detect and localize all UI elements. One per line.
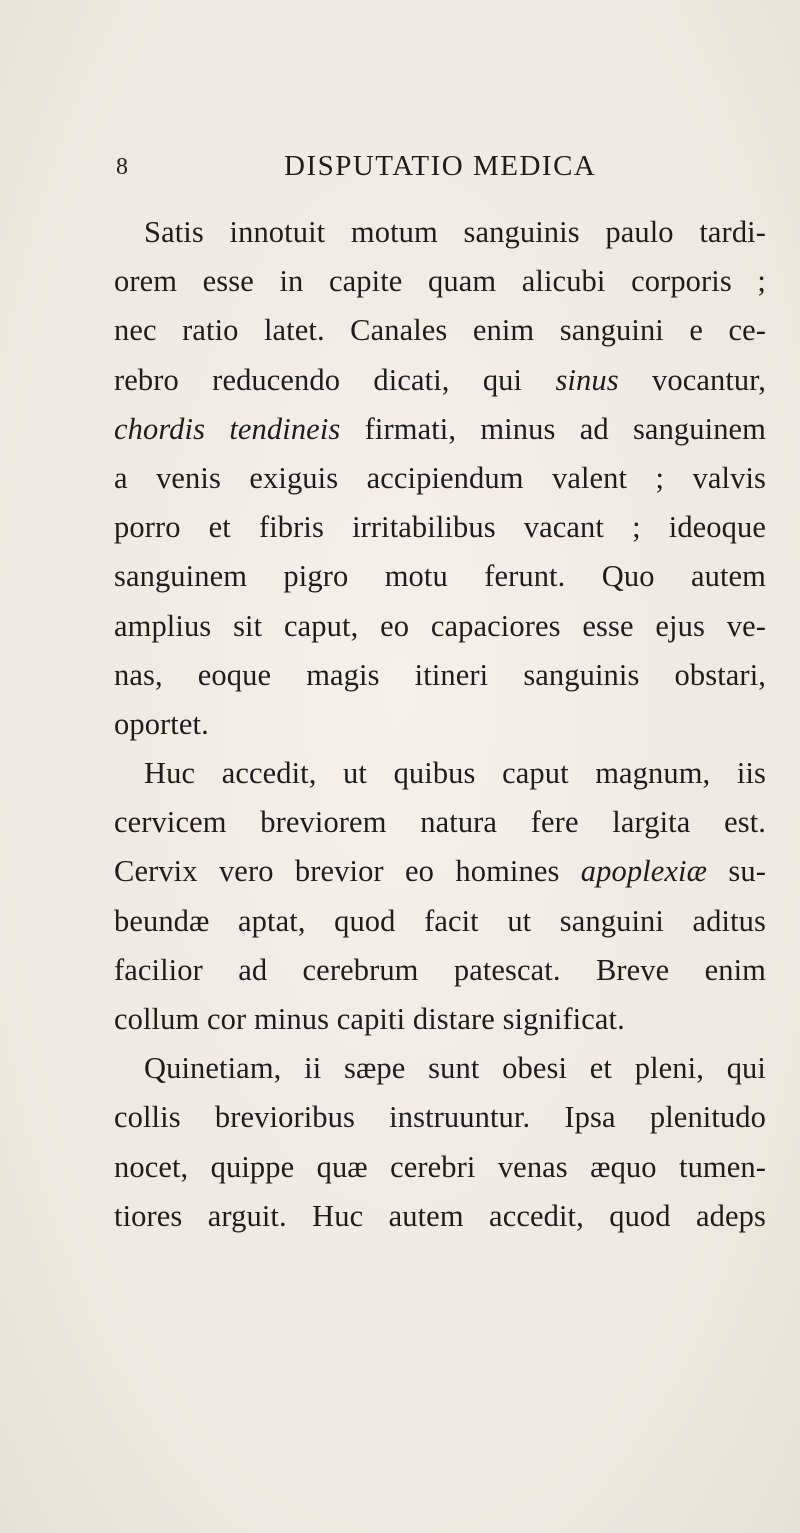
text-line: Cervix vero brevior eo homines apoplexiæ su- [114,854,766,889]
text-line: orem esse in capite quam alicubi corporis ; [114,264,766,299]
page-title: DISPUTATIO MEDICA [284,150,597,182]
text-line: rebro reducendo dicati, qui sinus vocantur, [114,362,767,397]
text-line: nocet, quippe quæ cerebri venas æquo tumen- [114,1149,766,1184]
page-number: 8 [116,154,128,180]
text-line: Satis innotuit motum sanguinis paulo tardi- [144,215,766,249]
text-line: collum cor minus capiti distare significat. [114,1002,625,1036]
text-line: Huc accedit, ut quibus caput magnum, iis [144,756,766,791]
text-line: sanguinem pigro motu ferunt. Quo autem [114,559,766,594]
text-line: nas, eoque magis itineri sanguinis obstari, [114,657,766,692]
text-line: amplius sit caput, eo capaciores esse ejus ve- [114,608,766,643]
italic-term: apoplexiæ [580,854,708,889]
italic-term: chordis tendineis [114,411,341,446]
text-line: Quinetiam, ii sæpe sunt obesi et pleni, qui [144,1051,766,1086]
text-line: chordis tendineis firmati, minus ad sanguinem [114,411,767,446]
text-line: tiores arguit. Huc autem accedit, quod adeps [114,1198,766,1233]
text-line: facilior ad cerebrum patescat. Breve enim [114,952,766,987]
text-line: porro et fibris irritabilibus vacant ; ideoque [114,510,766,545]
text-line: beundæ aptat, quod facit ut sanguini aditus [114,903,766,938]
text-line: nec ratio latet. Canales enim sanguini e ce- [114,313,766,348]
text-line: a venis exiguis accipiendum valent ; valvis [114,460,766,495]
body-text [114,208,766,1241]
running-head [0,150,800,190]
text-line: cervicem breviorem natura fere largita est. [114,805,766,840]
text-line: oportet. [114,706,209,741]
italic-term: sinus [555,362,619,397]
text-line: collis brevioribus instruuntur. Ipsa plenitudo [114,1100,766,1135]
